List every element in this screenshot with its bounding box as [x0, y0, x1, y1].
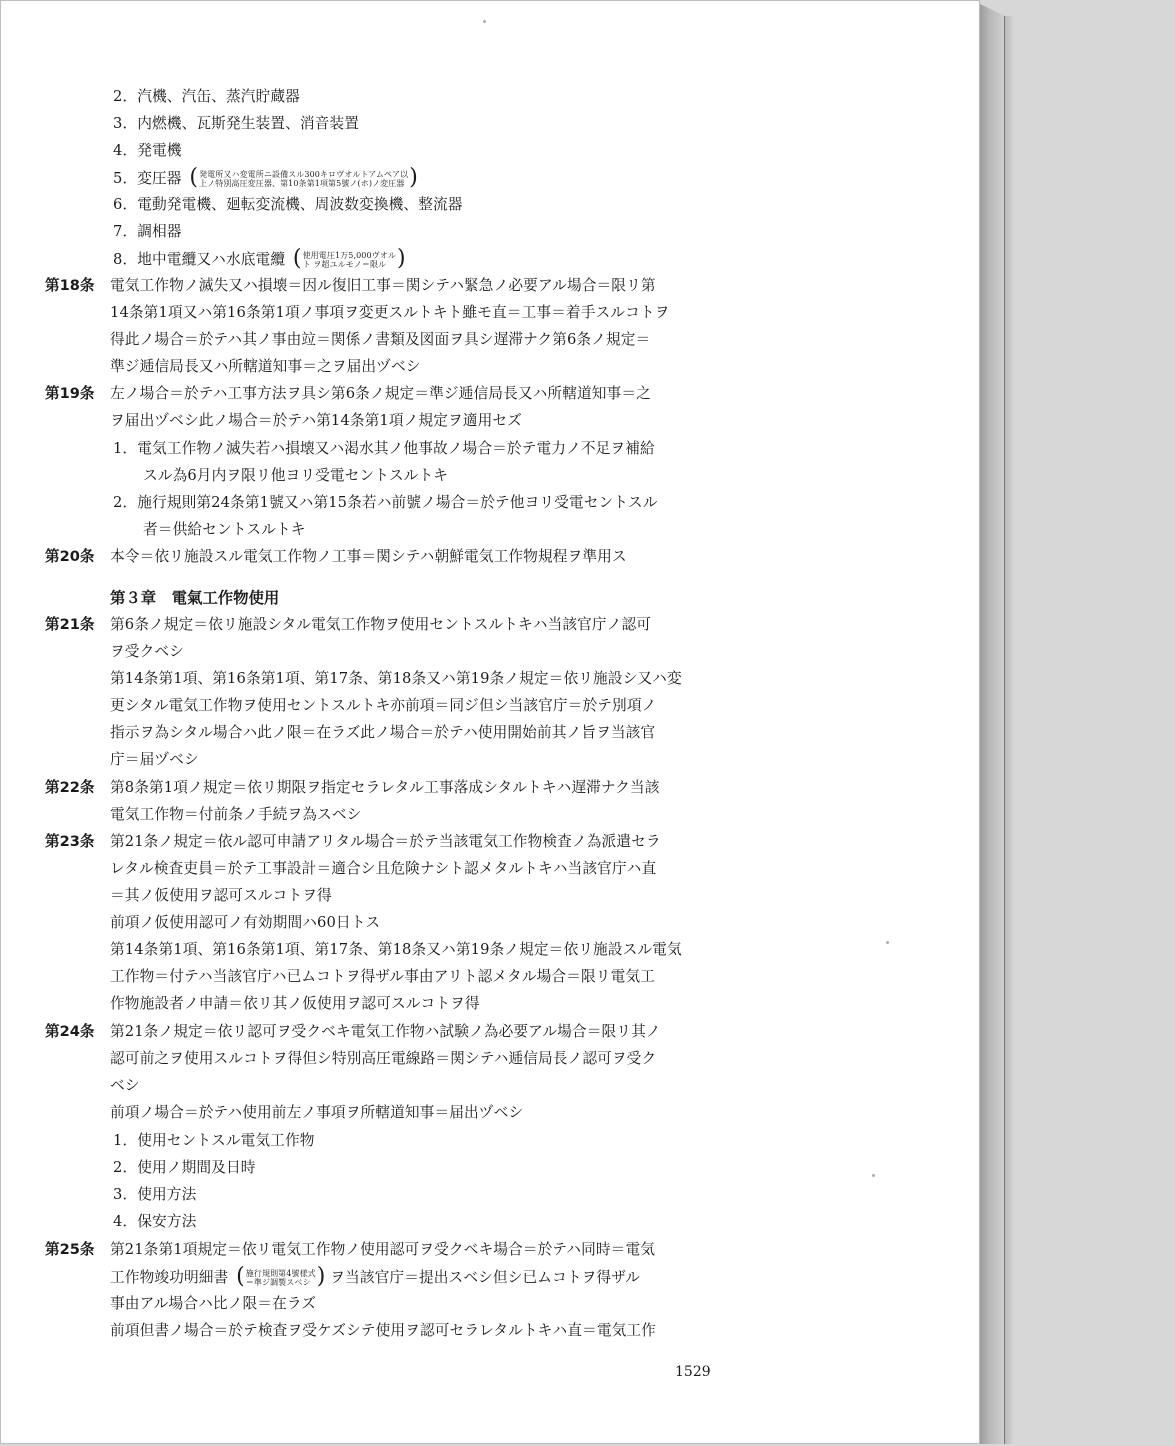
- paper-speck: [886, 941, 889, 944]
- article-24-item-4: 4．保安方法: [113, 1213, 197, 1230]
- list-item-3: 3．内燃機、瓦斯発生装置、消音装置: [113, 115, 360, 132]
- article-23-number: 第23条: [45, 833, 95, 850]
- page-number: 1529: [675, 1364, 711, 1380]
- article-24-line-4: 前項ノ場合＝於テハ使用前左ノ事項ヲ所轄道知事＝届出ヅベシ: [110, 1104, 524, 1121]
- article-25-line-2-start: 工作物竣功明細書: [110, 1269, 229, 1286]
- article-23-line-5: 第14条第1項、第16条第1項、第17条、第18条又ハ第19条ノ規定＝依リ施設スル電気: [110, 941, 682, 958]
- right-paren-icon: ): [316, 1264, 326, 1289]
- list-item-8: [113, 246, 406, 271]
- article-18-line-2: 14条第1項又ハ第16条第1項ノ事項ヲ変更スルトキト雖モ直＝工事＝着手スルコトヲ: [110, 304, 670, 321]
- article-24-item-1: 1．使用セントスル電気工作物: [113, 1132, 315, 1149]
- article-25-note-line-1: 施行規則第4號様式: [245, 1269, 316, 1278]
- item5-note-line-1: 発電所又ハ変電所ニ設備スル300キロヴオルトアムペア以: [199, 170, 409, 179]
- item8-note-line-2: ト ヲ超ユルモノ＝限ル: [302, 260, 387, 269]
- chapter-heading: 第３章 電氣工作物使用: [110, 589, 280, 607]
- article-23-line-7: 作物施設者ノ申請＝依リ其ノ仮使用ヲ認可スルコトヲ得: [110, 995, 480, 1012]
- item8-note-line-1: 使用電圧1万5,000ヴオル: [302, 251, 396, 260]
- article-18-line-3: 得此ノ場合＝於テハ其ノ事由竝＝関係ノ書類及図面ヲ具シ遅滞ナク第6条ノ規定＝: [110, 331, 651, 348]
- article-19-line-1: 左ノ場合＝於テハ工事方法ヲ具シ第6条ノ規定＝準ジ逓信局長又ハ所轄道知事＝之: [110, 385, 651, 402]
- paper-speck: [483, 20, 486, 23]
- article-24-item-2: 2．使用ノ期間及日時: [113, 1159, 256, 1176]
- article-19-number: 第19条: [45, 385, 95, 402]
- article-25-note-text: [246, 1269, 316, 1287]
- article-22-line-1: 第8条第1項ノ規定＝依リ期限ヲ指定セラレタル工事落成シタルトキハ遅滞ナク当該: [110, 779, 660, 796]
- item8-note: [292, 246, 406, 271]
- left-paren-icon: (: [236, 1264, 245, 1289]
- list-item-5: [113, 165, 418, 190]
- article-23-line-2: レタル検査吏員＝於テ工事設計＝適合シ且危険ナシト認メタルトキハ当該官庁ハ直: [110, 860, 657, 877]
- article-22-number: 第22条: [45, 779, 95, 796]
- article-21-line-6: 庁＝届ヅベシ: [110, 751, 199, 768]
- article-22-line-2: 電気工作物＝付前条ノ手続ヲ為スベシ: [110, 806, 362, 823]
- left-paren-icon: (: [189, 165, 199, 190]
- article-21-line-2: ヲ受クベシ: [110, 643, 184, 660]
- article-20-line-1: 本令＝依リ施設スル電気工作物ノ工事＝関シテハ朝鮮電気工作物規程ヲ準用ス: [110, 548, 627, 565]
- article-19-item-1-line-1: 1．電気工作物ノ滅失若ハ損壊又ハ渇水其ノ他事故ノ場合＝於テ電力ノ不足ヲ補給: [113, 440, 655, 457]
- list-item-4: 4．発電機: [113, 142, 182, 159]
- item5-note-line-2: 上ノ特別高圧変圧器、第10条第1項第5號ノ(ホ)ノ変圧器: [199, 179, 405, 188]
- article-21-line-4: 更シタル電気工作物ヲ使用セントスルトキ亦前項＝同ジ但シ当該官庁＝於テ別項ノ: [110, 697, 657, 714]
- paper-speck: [872, 1174, 875, 1177]
- article-25-note-line-2: ＝準ジ調製スベシ: [245, 1278, 311, 1287]
- article-18-number: 第18条: [45, 277, 95, 294]
- article-24-item-3: 3．使用方法: [113, 1186, 197, 1203]
- article-21-line-3: 第14条第1項、第16条第1項、第17条、第18条又ハ第19条ノ規定＝依リ施設シ又ハ変: [110, 670, 682, 687]
- article-24-line-2: 認可前之ヲ使用スルコトヲ得但シ特別高圧電線路＝関シテハ逓信局長ノ認可ヲ受ク: [110, 1050, 657, 1067]
- list-item-6: 6．電動発電機、廻転変流機、周波数変換機、整流器: [113, 196, 463, 213]
- article-21-line-1: 第6条ノ規定＝依リ施設シタル電気工作物ヲ使用セントスルトキハ当該官庁ノ認可: [110, 616, 652, 633]
- article-21-number: 第21条: [45, 616, 95, 633]
- article-23-line-4: 前項ノ仮使用認可ノ有効期間ハ60日トス: [110, 914, 381, 931]
- left-paren-icon: (: [292, 246, 302, 271]
- article-25-line-3: 事由アル場合ハ比ノ限＝在ラズ: [110, 1295, 316, 1312]
- article-19-line-2: ヲ届出ヅベシ此ノ場合＝於テハ第14条第1項ノ規定ヲ適用セズ: [110, 412, 522, 429]
- article-19-item-2-line-2: 者＝供給セントスルトキ: [143, 521, 306, 538]
- page-edge: [980, 4, 1005, 1444]
- list-item-5-text: 5．変圧器: [113, 170, 182, 187]
- article-19-item-2-line-1: 2．施行規則第24条第1號又ハ第15条若ハ前號ノ場合＝於テ他ヨリ受電セントスル: [113, 494, 658, 511]
- list-item-7: 7．調相器: [113, 223, 182, 240]
- article-25-note: [236, 1264, 326, 1289]
- article-20-number: 第20条: [45, 548, 95, 565]
- article-19-item-1-line-2: スル為6月内ヲ限リ他ヨリ受電セントスルトキ: [143, 467, 449, 484]
- right-paren-icon: ): [396, 246, 406, 271]
- article-23-line-1: 第21条ノ規定＝依ル認可申請アリタル場合＝於テ当該電気工作物検査ノ為派遣セラ: [110, 833, 661, 850]
- article-25-line-4: 前項但書ノ場合＝於テ検査ヲ受ケズシテ使用ヲ認可セラレタルトキハ直＝電気工作: [110, 1322, 656, 1339]
- article-25-line-2-end: ヲ当該官庁＝提出スベシ但シ已ムコトヲ得ザル: [330, 1269, 641, 1286]
- item5-note-text: [199, 170, 408, 188]
- right-paren-icon: ): [409, 165, 418, 190]
- page-shadow: [1004, 16, 1014, 1444]
- article-25-line-1: 第21条第1項規定＝依リ電気工作物ノ使用認可ヲ受クベキ場合＝於テハ同時＝電気: [110, 1241, 656, 1258]
- list-item-2: 2．汽機、汽缶、蒸汽貯蔵器: [113, 88, 300, 105]
- list-item-8-text: 8．地中電纜又ハ水底電纜: [113, 251, 286, 268]
- article-18-line-4: 準ジ逓信局長又ハ所轄道知事＝之ヲ届出ヅベシ: [110, 358, 421, 375]
- article-24-line-3: ベシ: [110, 1077, 140, 1094]
- article-23-line-6: 工作物＝付テハ当該官庁ハ已ムコトヲ得ザル事由アリト認メタル場合＝限リ電気工: [110, 968, 655, 985]
- article-23-line-3: ＝其ノ仮使用ヲ認可スルコトヲ得: [110, 887, 332, 904]
- article-21-line-5: 指示ヲ為シタル場合ハ此ノ限＝在ラズ此ノ場合＝於テハ使用開始前其ノ旨ヲ当該官: [110, 724, 656, 741]
- article-18-line-1: 電気工作物ノ滅失又ハ損壊＝因ル復旧工事＝関シテハ緊急ノ必要アル場合＝限リ第: [110, 277, 656, 294]
- item8-note-text: [303, 251, 396, 269]
- article-25-number: 第25条: [45, 1241, 95, 1258]
- article-24-number: 第24条: [45, 1023, 95, 1040]
- item5-note: [189, 165, 418, 190]
- article-25-line-2: [110, 1264, 641, 1289]
- article-24-line-1: 第21条ノ規定＝依リ認可ヲ受クベキ電気工作物ハ試験ノ為必要アル場合＝限リ其ノ: [110, 1023, 661, 1040]
